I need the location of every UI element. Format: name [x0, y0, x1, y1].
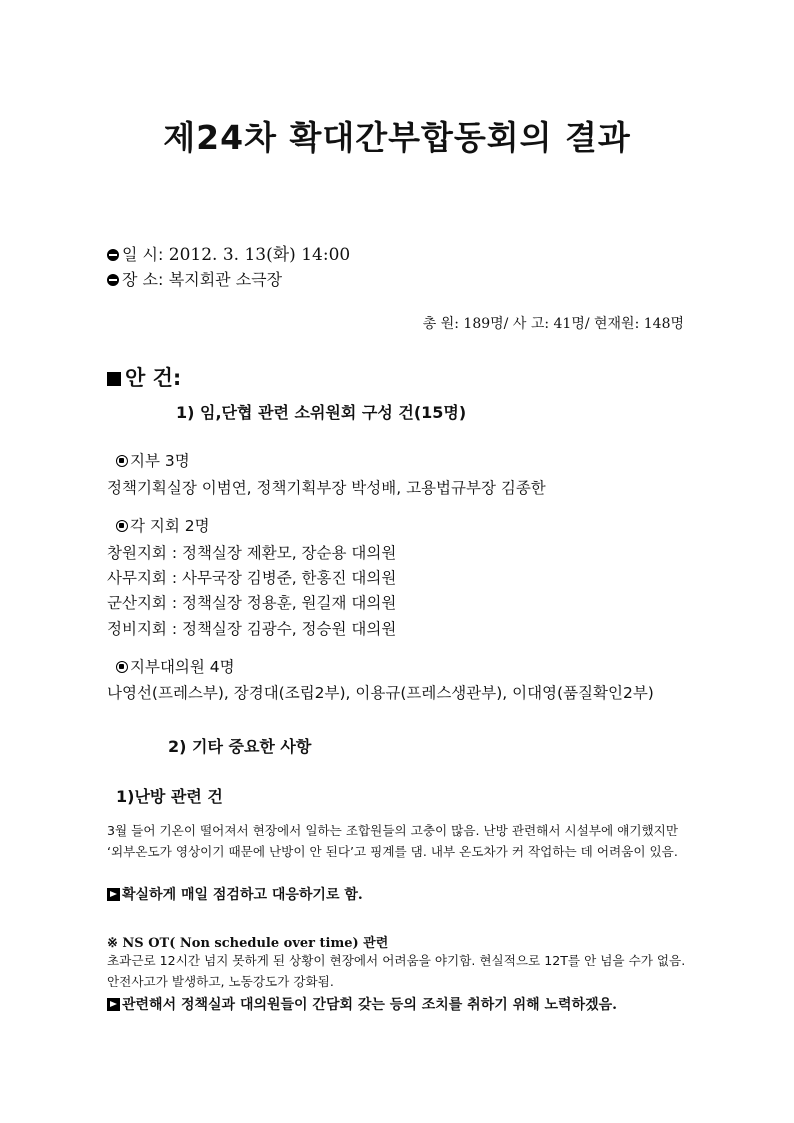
sub2-heading: ※ NS OT( Non schedule over time) 관련 [107, 936, 389, 951]
document-title: 제24차 확대간부합동회의 결과 [163, 118, 631, 157]
meta-place [107, 267, 282, 290]
sub1-heading: 1)난방 관련 건 [116, 787, 223, 806]
meta-date [107, 240, 350, 265]
circle-bullet-icon [116, 661, 128, 673]
group-line: 창원지회 : 정책실장 제환모, 장순용 대의원 [107, 544, 397, 562]
arrow-box-icon [107, 998, 120, 1011]
item2-heading: 2) 기타 중요한 사항 [168, 737, 312, 756]
bullet-icon [107, 274, 119, 286]
sub1-paragraph: 3월 들어 기온이 떨어져서 현장에서 일하는 조합원들의 고충이 많음. 난방 관련해서 시설부에 얘기했지만 ‘외부온도가 영상이기 때문에 난방이 안 된다’고 핑계를 댐. 내부 온도차가 커 작업하는 데 어려움이 있음. [107, 823, 679, 859]
group-line: 사무지회 : 사무국장 김병준, 한홍진 대의원 [107, 569, 397, 587]
item1-heading: 1) 임,단협 관련 소위원회 구성 건(15명) [176, 403, 467, 422]
agenda-heading: 안 건: [107, 362, 181, 392]
place-value: 복지회관 소극장 [168, 270, 283, 289]
sub2-paragraph: 초과근로 12시간 넘지 못하게 된 상황이 현장에서 어려움을 야기함. 현실적으로 12T를 안 넘을 수가 없음. 안전사고가 발생하고, 노동강도가 강화됨. [107, 953, 686, 989]
attendance-totals: 총 원: 189명/ 사 고: 41명/ 현재원: 148명 [422, 316, 684, 332]
group-line: 정비지회 : 정책실장 김광수, 정승원 대의원 [107, 620, 397, 638]
circle-bullet-icon [116, 455, 128, 467]
date-label: 일 시: [122, 245, 164, 264]
circle-bullet-icon [116, 520, 128, 532]
sub2-action: 관련해서 정책실과 대의원들이 간담회 갖는 등의 조치를 취하기 위해 노력하겠음. [107, 994, 617, 1014]
group-head-chapters: 각 지회 2명 [116, 514, 210, 536]
sub1-action: 확실하게 매일 점검하고 대응하기로 함. [107, 884, 363, 904]
group-head-branch: 지부 3명 [116, 449, 190, 471]
date-value: 2012. 3. 13(화) 14:00 [168, 245, 351, 265]
group-head-delegates: 지부대의원 4명 [116, 655, 235, 677]
arrow-box-icon [107, 888, 120, 901]
square-icon [107, 372, 121, 386]
group-line: 군산지회 : 정책실장 정용훈, 원길재 대의원 [107, 594, 397, 612]
place-label: 장 소: [122, 270, 164, 289]
group-line: 나영선(프레스부), 장경대(조립2부), 이용규(프레스생관부), 이대영(품질확인2부) [107, 684, 654, 702]
bullet-icon [107, 249, 119, 261]
group-line: 정책기획실장 이범연, 정책기획부장 박성배, 고용법규부장 김종한 [107, 479, 546, 497]
